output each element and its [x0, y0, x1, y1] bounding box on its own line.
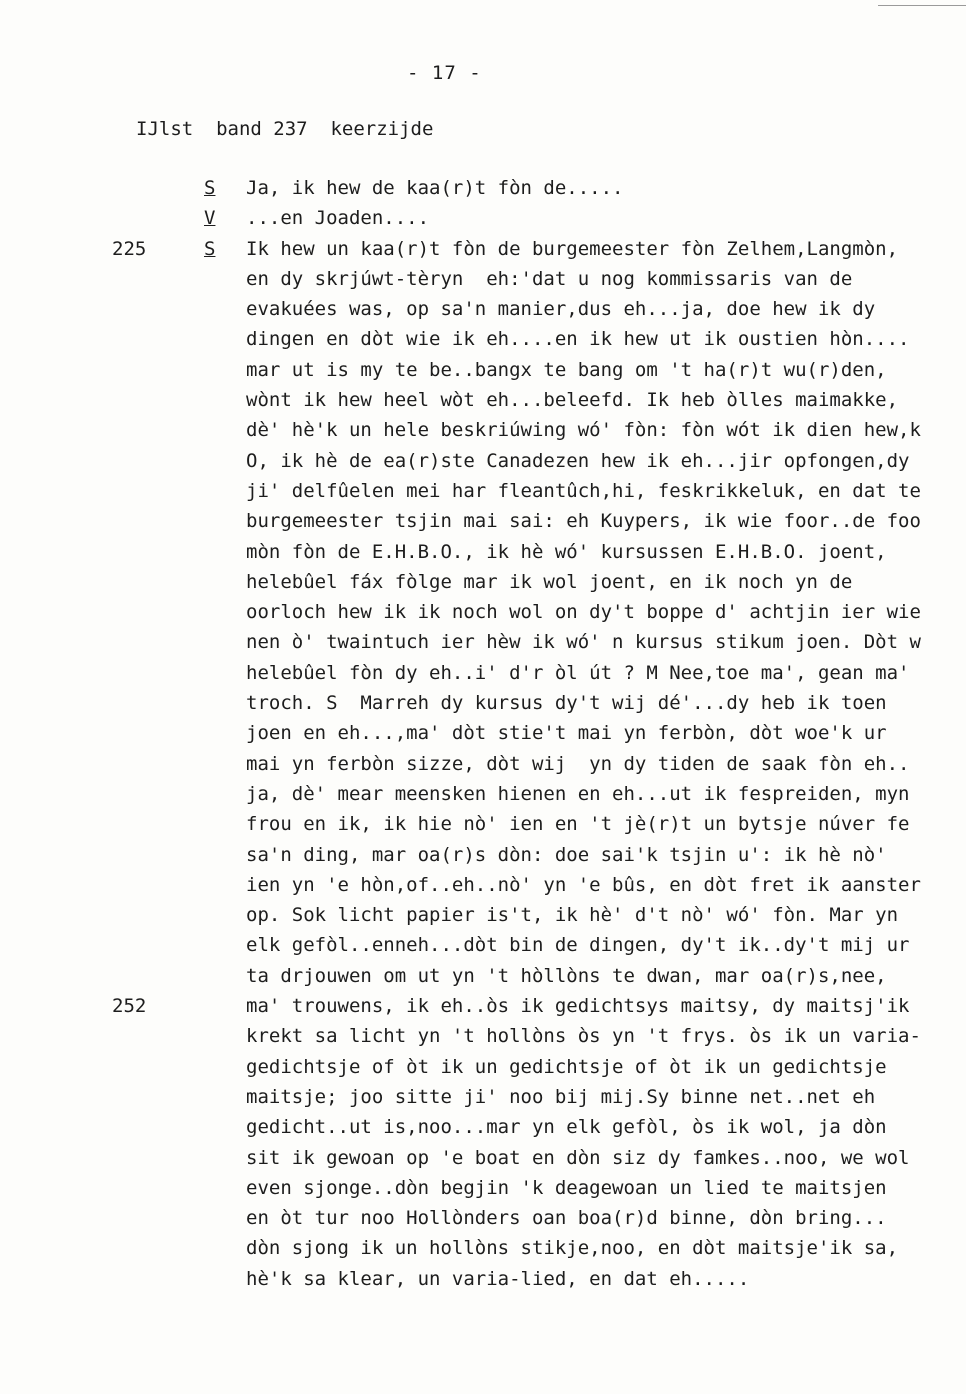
transcript-text: helebûel fòn dy eh..i' d'r òl út ? M Nee,toe ma', gean ma' — [246, 661, 910, 684]
transcript-text: ...en Joaden.... — [246, 207, 430, 230]
transcript-line — [0, 627, 966, 657]
transcript-line — [0, 749, 966, 779]
transcript-line — [0, 1082, 966, 1112]
transcript-line — [0, 1021, 966, 1051]
transcript-line — [0, 900, 966, 930]
transcript-line — [0, 203, 966, 233]
transcript-text: ma' trouwens, ik eh..òs ik gedichtsys maitsy, dy maitsj'ik — [246, 995, 910, 1018]
corner-mark — [878, 0, 966, 6]
transcript-line — [0, 1264, 966, 1294]
transcript-text: mai yn ferbòn sizze, dòt wij yn dy tiden de saak fòn eh.. — [246, 752, 910, 775]
transcript-line — [0, 779, 966, 809]
transcript-line — [0, 173, 966, 203]
transcript-text: sa'n ding, mar oa(r)s dòn: doe sai'k tsjin u': ik hè nò' — [246, 843, 887, 866]
tape-counter-marker: 225 — [112, 237, 147, 260]
transcript-line — [0, 1143, 966, 1173]
transcript-line — [0, 930, 966, 960]
transcript-text: O, ik hè de ea(r)ste Canadezen hew ik eh...jir opfongen,dy — [246, 449, 910, 472]
transcript-body — [0, 173, 966, 1294]
transcript-text: nen ò' twaintuch ier hèw ik wó' n kursus stikum joen. Dòt w — [246, 631, 921, 654]
transcript-line — [0, 961, 966, 991]
speaker-label: V — [204, 207, 216, 230]
transcript-text: wònt ik hew heel wòt eh...beleefd. Ik heb òlles maimakke, — [246, 389, 899, 412]
transcript-line — [0, 294, 966, 324]
transcript-text: helebûel fáx fòlge mar ik wol joent, en ik noch yn de — [246, 570, 853, 593]
transcript-line — [0, 1203, 966, 1233]
transcript-text: op. Sok licht papier is't, ik hè' d't nò' wó' fòn. Mar yn — [246, 904, 899, 927]
transcript-text: Ik hew un kaa(r)t fòn de burgemeester fòn Zelhem,Langmòn, — [246, 237, 899, 260]
transcript-text: Ja, ik hew de kaa(r)t fòn de..... — [246, 177, 624, 199]
transcript-line — [0, 658, 966, 688]
transcript-text: gedichtsje of òt ik un gedichtsje of òt ik un gedichtsje — [246, 1055, 887, 1078]
speaker-label: S — [204, 237, 216, 260]
transcript-line — [0, 415, 966, 445]
transcript-text: ien yn 'e hòn,of..eh..nò' yn 'e bûs, en dòt fret ik aanster — [246, 873, 921, 896]
transcript-line — [0, 1112, 966, 1142]
transcript-text: mòn fòn de E.H.B.O., ik hè wó' kursussen E.H.B.O. joent, — [246, 540, 887, 563]
transcript-text: burgemeester tsjin mai sai: eh Kuypers, ik wie foor..de foo — [246, 510, 921, 533]
tape-counter-marker: 252 — [112, 995, 147, 1018]
transcript-text: evakuées was, op sa'n manier,dus eh...ja, doe hew ik dy — [246, 298, 876, 321]
transcript-text: en dy skrjúwt-tèryn eh:'dat u nog kommissaris van de — [246, 267, 853, 290]
transcript-text: hè'k sa klear, un varia-lied, en dat eh..... — [246, 1267, 750, 1290]
transcript-text: oorloch hew ik ik noch wol on dy't boppe d' achtjin ier wie — [246, 601, 921, 624]
transcript-text: even sjonge..dòn begjin 'k deagewoan un lied te maitsjen — [246, 1176, 887, 1199]
transcript-text: troch. S Marreh dy kursus dy't wij dé'...dy heb ik toen — [246, 692, 887, 715]
transcript-text: gedicht..ut is,noo...mar yn elk gefòl, òs ik wol, ja dòn — [246, 1116, 887, 1139]
transcript-line — [0, 385, 966, 415]
transcript-line — [0, 476, 966, 506]
transcript-text: frou en ik, ik hie nò' ien en 't jè(r)t un bytsje núver fe — [246, 813, 910, 836]
transcript-line — [0, 567, 966, 597]
transcript-text: joen en eh...,ma' dòt stie't mai yn ferbòn, dòt woe'k ur — [246, 722, 887, 745]
transcript-line — [0, 446, 966, 476]
transcript-line — [0, 234, 966, 264]
transcript-text: ta drjouwen om ut yn 't hòllòns te dwan, mar oa(r)s,nee, — [246, 964, 887, 987]
transcript-line — [0, 1052, 966, 1082]
transcript-line — [0, 1173, 966, 1203]
transcript-line — [0, 264, 966, 294]
transcript-line — [0, 1233, 966, 1263]
transcript-text: ja, dè' mear meensken hienen en eh...ut ik fespreiden, myn — [246, 782, 910, 805]
transcript-text: mar ut is my te be..bangx te bang om 't ha(r)t wu(r)den, — [246, 358, 887, 381]
transcript-line — [0, 506, 966, 536]
speaker-label: S — [204, 177, 216, 199]
transcript-text: dingen en dòt wie ik eh....en ik hew ut ik oustien hòn.... — [246, 328, 910, 351]
transcript-text: elk gefòl..enneh...dòt bin de dingen, dy't ik..dy't mij ur — [246, 934, 910, 957]
transcript-text: dòn sjong ik un hollòns stikje,noo, en dòt maitsje'ik sa, — [246, 1237, 899, 1260]
transcript-line — [0, 355, 966, 385]
transcript-line — [0, 324, 966, 354]
transcript-line — [0, 991, 966, 1021]
transcript-line — [0, 718, 966, 748]
transcript-line — [0, 870, 966, 900]
transcript-line — [0, 809, 966, 839]
transcript-text: en òt tur noo Hollònders oan boa(r)d binne, dòn bring... — [246, 1207, 887, 1230]
transcript-line — [0, 688, 966, 718]
page-header: IJlst band 237 keerzijde — [136, 118, 434, 140]
transcript-text: maitsje; joo sitte ji' noo bij mij.Sy binne net..net eh — [246, 1085, 876, 1108]
transcript-text: dè' hè'k un hele beskriúwing wó' fòn: fòn wót ik dien hew,k — [246, 419, 921, 442]
page-number: - 17 - — [407, 62, 482, 84]
transcript-text: krekt sa licht yn 't hollòns òs yn 't frys. òs ik un varia- — [246, 1025, 921, 1048]
transcript-text: sit ik gewoan op 'e boat en dòn siz dy famkes..noo, we wol — [246, 1146, 910, 1169]
transcript-line — [0, 840, 966, 870]
transcript-text: ji' delfûelen mei har fleantûch,hi, feskrikkeluk, en dat te — [246, 479, 921, 502]
transcript-line — [0, 597, 966, 627]
transcript-line — [0, 537, 966, 567]
